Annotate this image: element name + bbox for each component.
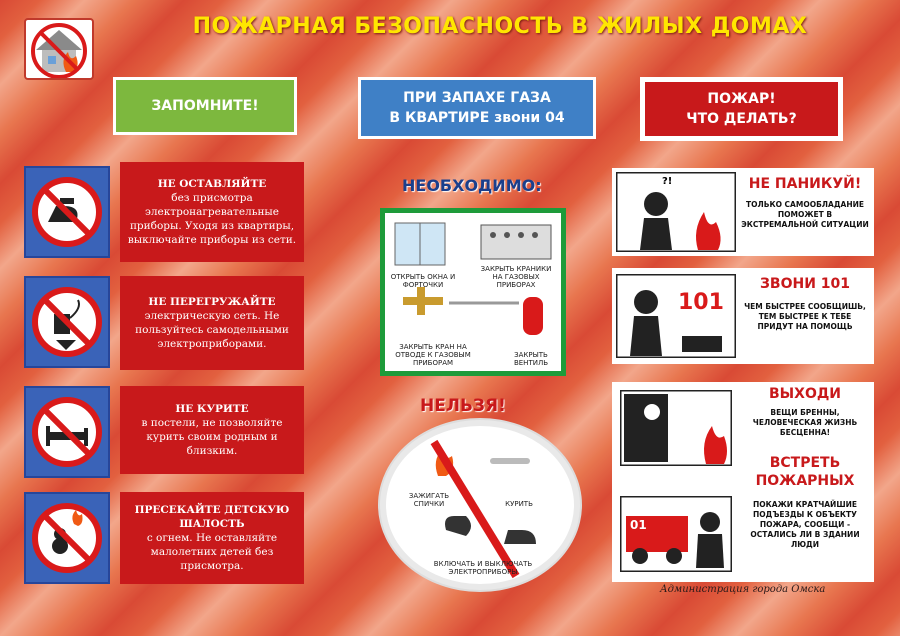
action-card-1	[612, 168, 874, 256]
house-fire-logo	[24, 18, 94, 80]
gas-caption-1: ОТКРЫТЬ ОКНА И ФОРТОЧКИ	[390, 273, 456, 289]
action-head: ВЫХОДИ	[768, 386, 842, 402]
fire-header-line2: ЧТО ДЕЛАТЬ?	[686, 111, 797, 127]
rule-card-4	[120, 492, 304, 584]
no-child-fire-icon	[24, 492, 110, 584]
forbid-caption-smoking: КУРИТЬ	[505, 500, 533, 508]
page-title: ПОЖАРНАЯ БЕЗОПАСНОСТЬ В ЖИЛЫХ ДОМАХ	[192, 14, 808, 39]
fire-truck-icon	[620, 496, 732, 572]
exit-icon	[620, 390, 732, 466]
action-body: ТОЛЬКО САМООБЛАДАНИЕ ПОМОЖЕТ В ЭКСТРЕМАЛЬНОЙ СИТУАЦИИ	[741, 200, 869, 229]
action-head: ВСТРЕТЬ ПОЖАРНЫХ	[755, 455, 855, 489]
action-body: ЧЕМ БЫСТРЕЕ СООБЩИШЬ, ТЕМ БЫСТРЕЕ К ТЕБЕ ПРИДУТ НА ПОМОЩЬ	[744, 302, 866, 331]
footer-signature: Администрация города Омска	[660, 584, 826, 595]
truck-number-badge: 01	[630, 518, 647, 532]
panic-badge: ?!	[662, 176, 673, 187]
action-card-3	[612, 382, 874, 582]
gas-instructions-panel	[380, 208, 566, 376]
rule-card-3	[120, 386, 304, 474]
action-body: ВЕЩИ БРЕННЫ, ЧЕЛОВЕЧЕСКАЯ ЖИЗНЬ БЕСЦЕННА!	[752, 408, 858, 437]
rule-text: в постели, не позволяйте курить своим родным и близким.	[141, 417, 283, 457]
forbidden-title: НЕЛЬЗЯ!	[420, 396, 506, 416]
no-overload-icon	[24, 276, 110, 368]
remember-header	[116, 80, 294, 132]
gas-caption-4: ЗАКРЫТЬ ВЕНТИЛЬ	[513, 351, 549, 367]
fire-header	[643, 80, 840, 138]
necessary-title: НЕОБХОДИМО:	[402, 176, 542, 195]
action-head: ЗВОНИ 101	[759, 276, 851, 292]
forbidden-circle	[380, 420, 580, 590]
rule-text: без присмотра электронагревательные приборы. Уходя из квартиры, выключайте приборы из сети.	[127, 192, 297, 246]
remember-label: ЗАПОМНИТЕ!	[151, 98, 259, 114]
no-iron-icon	[24, 166, 110, 258]
gas-header	[361, 80, 593, 136]
action-body: ПОКАЖИ КРАТЧАЙШИЕ ПОДЪЕЗДЫ К ОБЪЕКТУ ПОЖАРА, СООБЩИ - ОСТАЛИСЬ ЛИ В ЗДАНИИ ЛЮДИ	[750, 500, 860, 549]
phone-call-icon	[616, 274, 736, 358]
forbid-caption-appliances: ВКЛЮЧАТЬ И ВЫКЛЮЧАТЬ ЭЛЕКТРОПРИБОРЫ	[433, 560, 533, 576]
phone-number-badge: 101	[678, 290, 724, 315]
no-smoking-in-bed-icon	[24, 386, 110, 478]
rule-lead: НЕ ПЕРЕГРУЖАЙТЕ	[148, 296, 276, 308]
action-head: НЕ ПАНИКУЙ!	[748, 176, 862, 192]
fire-header-line1: ПОЖАР!	[707, 91, 776, 107]
rule-text: электрическую сеть. Не пользуйтесь самодельными электроприборами.	[135, 310, 289, 350]
rule-lead: НЕ КУРИТЕ	[175, 403, 249, 415]
forbid-caption-matches: ЗАЖИГАТЬ СПИЧКИ	[408, 492, 450, 508]
rule-card-2	[120, 276, 304, 370]
rule-text: с огнем. Не оставляйте малолетних детей без присмотра.	[146, 532, 278, 572]
gas-header-line2: В КВАРТИРЕ звони 04	[389, 110, 565, 126]
gas-header-line1: ПРИ ЗАПАХЕ ГАЗА	[403, 90, 551, 106]
gas-caption-3: ЗАКРЫТЬ КРАН НА ОТВОДЕ К ГАЗОВЫМ ПРИБОРАМ	[395, 343, 471, 367]
rule-lead: НЕ ОСТАВЛЯЙТЕ	[157, 178, 267, 190]
action-card-2	[612, 268, 874, 364]
rule-card-1	[120, 162, 304, 262]
panic-icon	[616, 172, 736, 252]
gas-caption-2: ЗАКРЫТЬ КРАНИКИ НА ГАЗОВЫХ ПРИБОРАХ	[480, 265, 552, 289]
rule-lead: ПРЕСЕКАЙТЕ ДЕТСКУЮ ШАЛОСТЬ	[134, 504, 290, 530]
